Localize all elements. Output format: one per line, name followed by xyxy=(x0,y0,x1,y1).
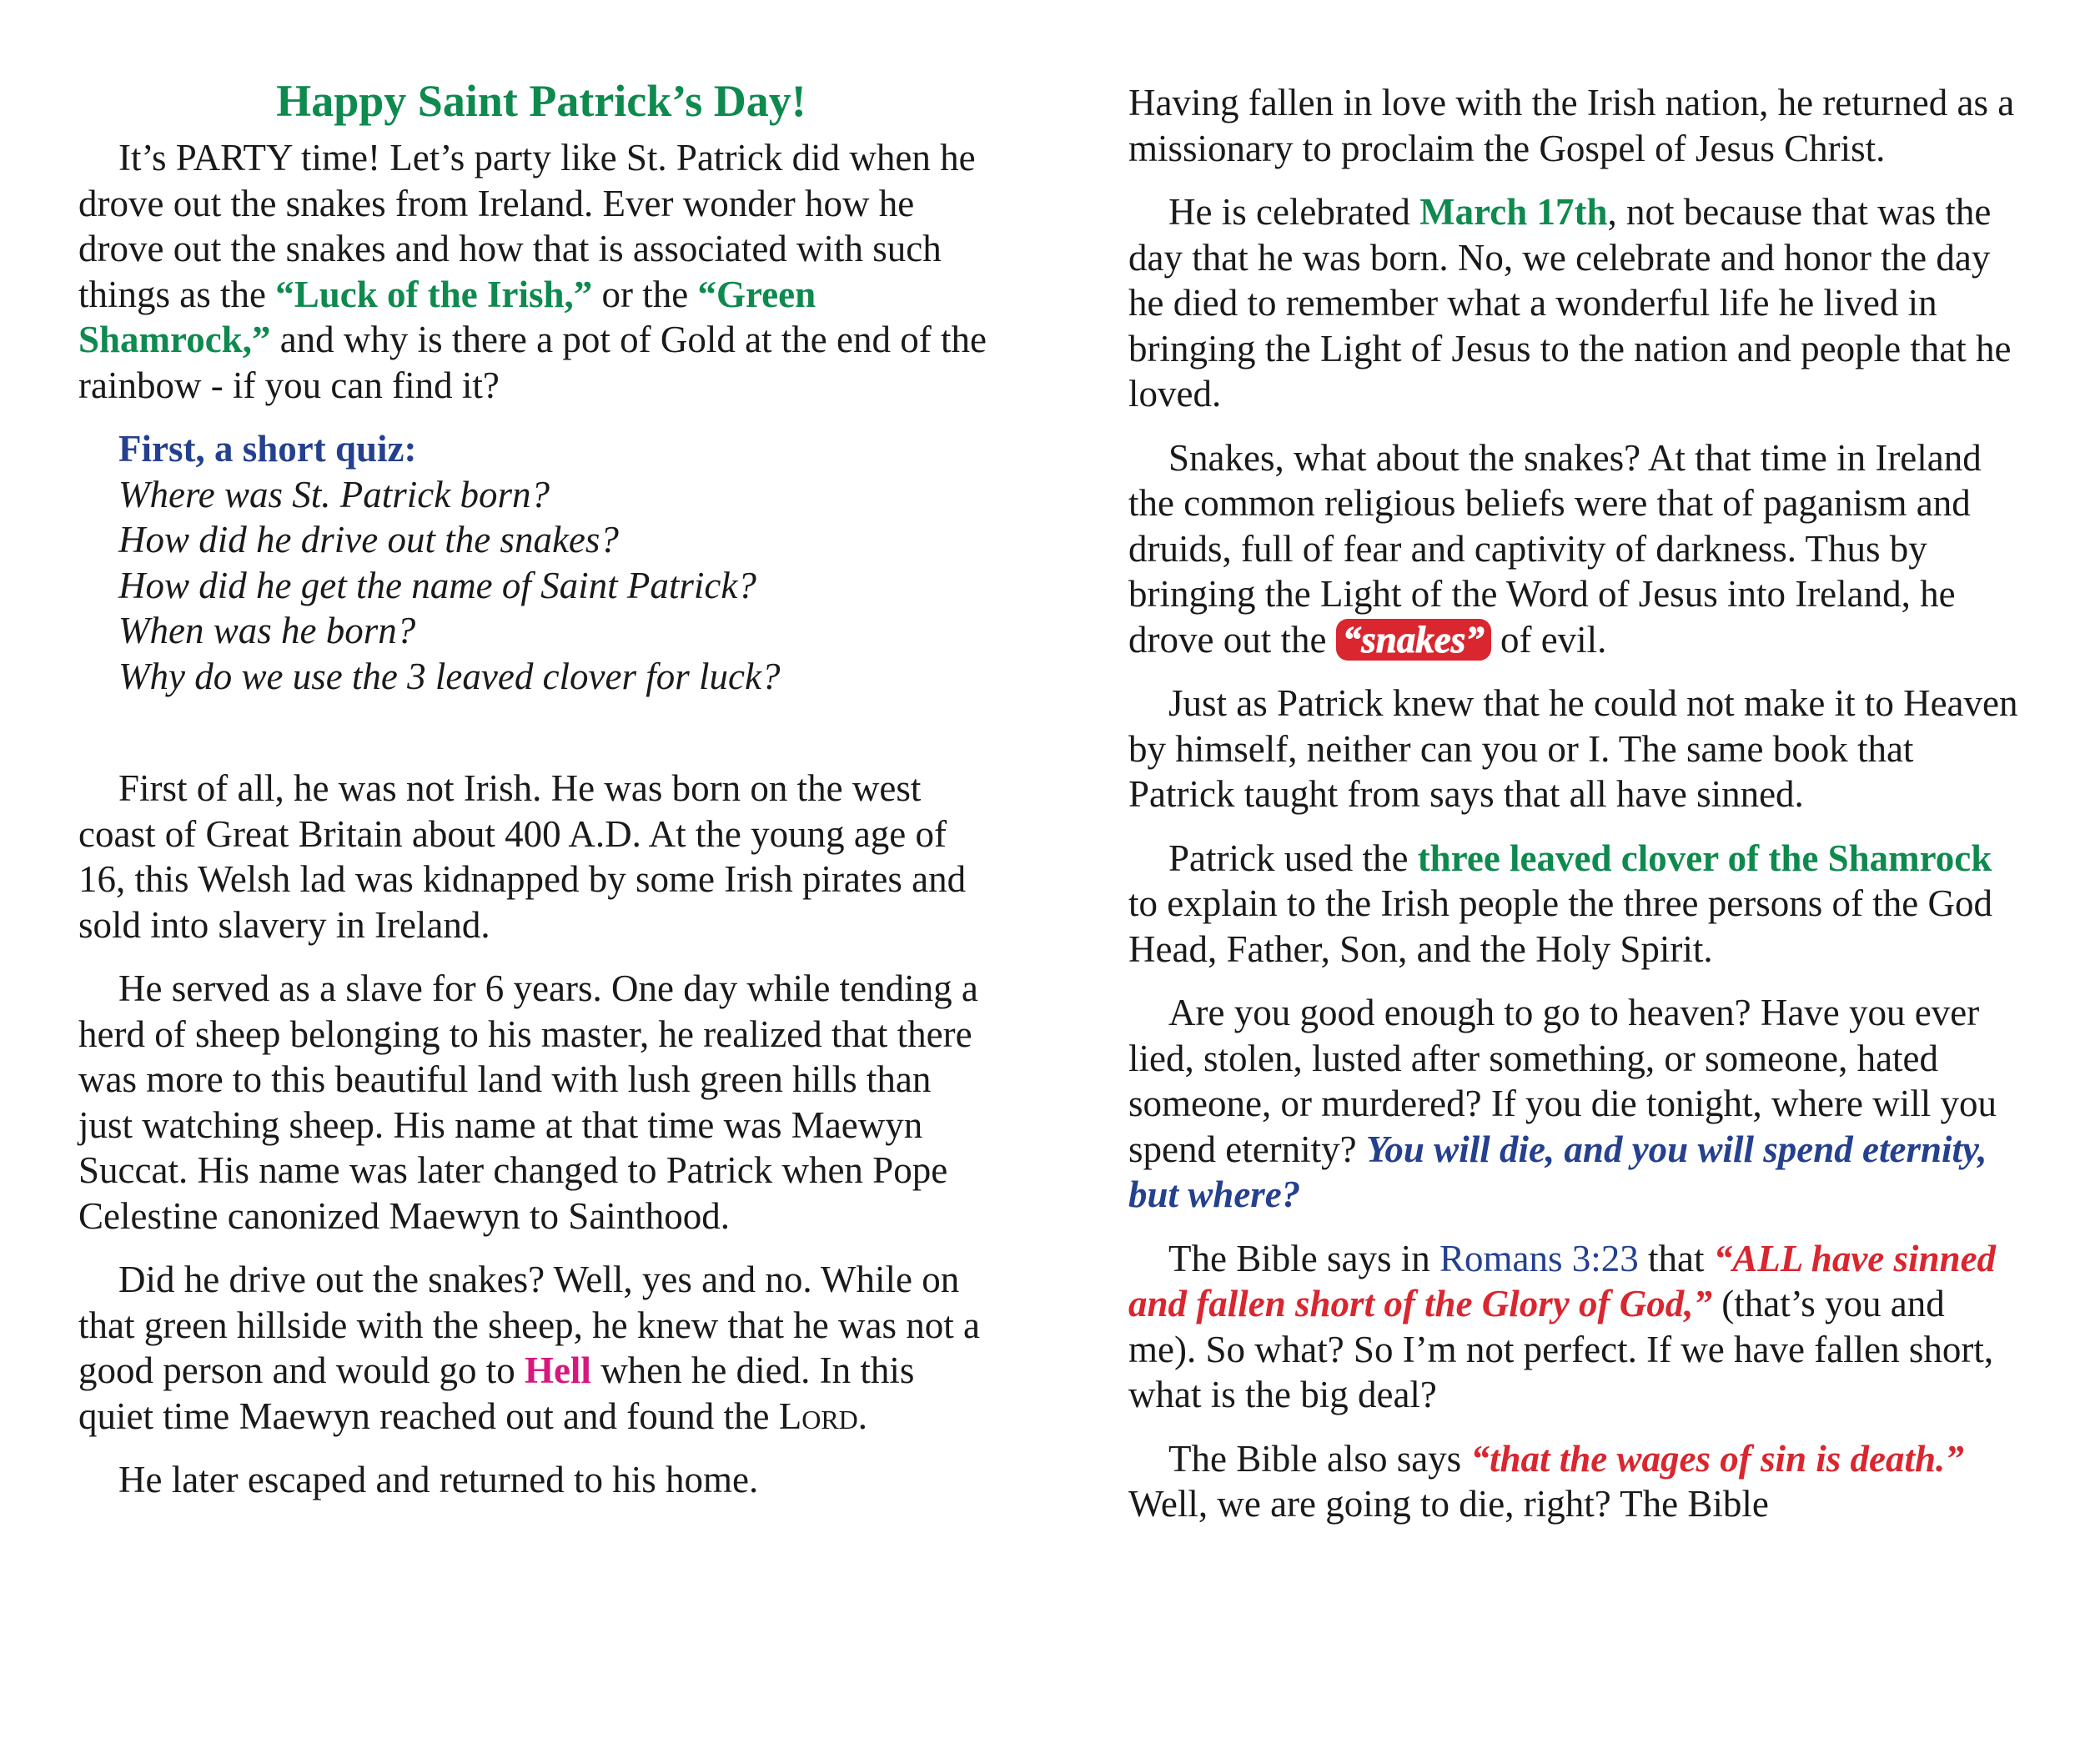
quiz-question: How did he get the name of Saint Patrick? xyxy=(118,564,756,606)
romans-paragraph xyxy=(1128,1236,2021,1418)
wages-text-a: The Bible also says xyxy=(1168,1437,1471,1480)
march-17th-date: March 17th xyxy=(1419,191,1608,233)
snakes-text-b: when he died. In this quiet time Maewyn reached out and found the xyxy=(78,1349,915,1437)
celebration-paragraph xyxy=(1128,189,2021,417)
celebration-text-b: , not because that was the day that he was born. No, we celebrate and honor the day he died to remember what a wonderful life he lived in bringing the Light of Jesus to the nation and people that he loved. xyxy=(1128,191,2012,415)
missionary-paragraph: Having fallen in love with the Irish nation, he returned as a missionary to proclaim the Gospel of Jesus Christ. xyxy=(1128,82,2015,169)
hell-word: Hell xyxy=(524,1349,591,1391)
snakes-paragraph xyxy=(1128,435,2021,663)
intro-paragraph xyxy=(78,135,987,408)
good-enough-paragraph xyxy=(1128,990,2021,1218)
romans-text-a: The Bible says in xyxy=(1168,1237,1439,1279)
slave-paragraph: He served as a slave for 6 years. One day while tending a herd of sheep belonging to his master, he realized that there was more to this beautiful land with lush green hills than just watching sheep. His name at that time was Maewyn Succat. His name was later changed to Patrick when Pope Celestine canonized Maewyn to Sainthood. xyxy=(78,967,978,1237)
wages-of-sin-quote: “that the wages of sin is death.” xyxy=(1470,1437,1964,1480)
quiz-question: Why do we use the 3 leaved clover for luck? xyxy=(118,655,781,697)
wages-paragraph xyxy=(1128,1436,2021,1527)
snakes-badge: “snakes” xyxy=(1336,619,1491,661)
romans-text-c: (that’s you and me). So what? So I’m not perfect. If we have fallen short, what is the big deal? xyxy=(1128,1283,1994,1415)
quiz-question: When was he born? xyxy=(118,610,416,651)
shamrock-paragraph xyxy=(1128,836,2021,972)
snakes-text-c: . xyxy=(857,1395,868,1437)
quiz-heading: First, a short quiz: xyxy=(118,428,417,470)
romans-text-b: that xyxy=(1638,1237,1714,1279)
eternity-emphasis: You will die, and you will spend eternity, but where? xyxy=(1128,1128,1987,1215)
quiz-question: How did he drive out the snakes? xyxy=(118,519,619,560)
page-title: Happy Saint Patrick’s Day! xyxy=(276,76,806,126)
three-leaved-clover-phrase: three leaved clover of the Shamrock xyxy=(1417,837,1992,879)
intro-text-b: or the xyxy=(592,273,698,315)
snakes-question-paragraph xyxy=(78,1257,987,1439)
shamrock-text-a: Patrick used the xyxy=(1168,837,1418,879)
escape-paragraph: He later escaped and returned to his home. xyxy=(118,1459,759,1500)
intro-text-c: and why is there a pot of Gold at the end of the rainbow - if you can find it? xyxy=(78,319,987,406)
celebration-text-a: He is celebrated xyxy=(1168,191,1420,233)
good-enough-text: Are you good enough to go to heaven? Have you ever lied, stolen, lusted after something, or someone, hated someone, or murdered? If you die tonight, where will you spend eternity? xyxy=(1128,992,1997,1170)
quiz-question: Where was St. Patrick born? xyxy=(118,473,550,515)
all-have-sinned-quote: “ALL have sinned and fallen short of the Glory of God,” xyxy=(1128,1237,1997,1324)
wages-text-b: Well, we are going to die, right? The Bible xyxy=(1128,1483,1769,1525)
luck-of-the-irish-phrase: “Luck of the Irish,” xyxy=(275,273,593,315)
right-column xyxy=(1128,80,2021,1545)
green-shamrock-phrase: “Green Shamrock,” xyxy=(78,273,816,360)
quiz-block xyxy=(118,426,987,699)
left-column xyxy=(78,73,987,1521)
birth-paragraph: First of all, he was not Irish. He was born on the west coast of Great Britain about 400 A.D. At the young age of 16, this Welsh lad was kidnapped by some Irish pirates and sold into slavery in Ireland. xyxy=(78,767,967,946)
shamrock-text-b: to explain to the Irish people the three persons of the God Head, Father, Son, and the Holy Spirit. xyxy=(1128,882,1992,970)
snakes-text-a: Did he drive out the snakes? Well, yes and no. While on that green hillside with the sheep, he knew that he was not a good person and would go to xyxy=(78,1259,980,1391)
snakes-explain-text-b: of evil. xyxy=(1490,618,1607,661)
heaven-paragraph: Just as Patrick knew that he could not make it to Heaven by himself, neither can you or I. The same book that Patrick taught from says that all have sinned. xyxy=(1128,682,2018,815)
lord-word: Lord xyxy=(778,1395,858,1437)
snakes-explain-text-a: Snakes, what about the snakes? At that time in Ireland the common religious beliefs were that of paganism and druids, full of fear and captivity of darkness. Thus by bringing the Light of the Word of Jesus into Ireland, he drove out the xyxy=(1128,436,1982,661)
intro-text-a: It’s PARTY time! Let’s party like St. Patrick did when he drove out the snakes from Ireland. Ever wonder how he drove out the snakes and how that is associated with such things as the xyxy=(78,137,976,315)
romans-reference: Romans 3:23 xyxy=(1439,1237,1639,1279)
